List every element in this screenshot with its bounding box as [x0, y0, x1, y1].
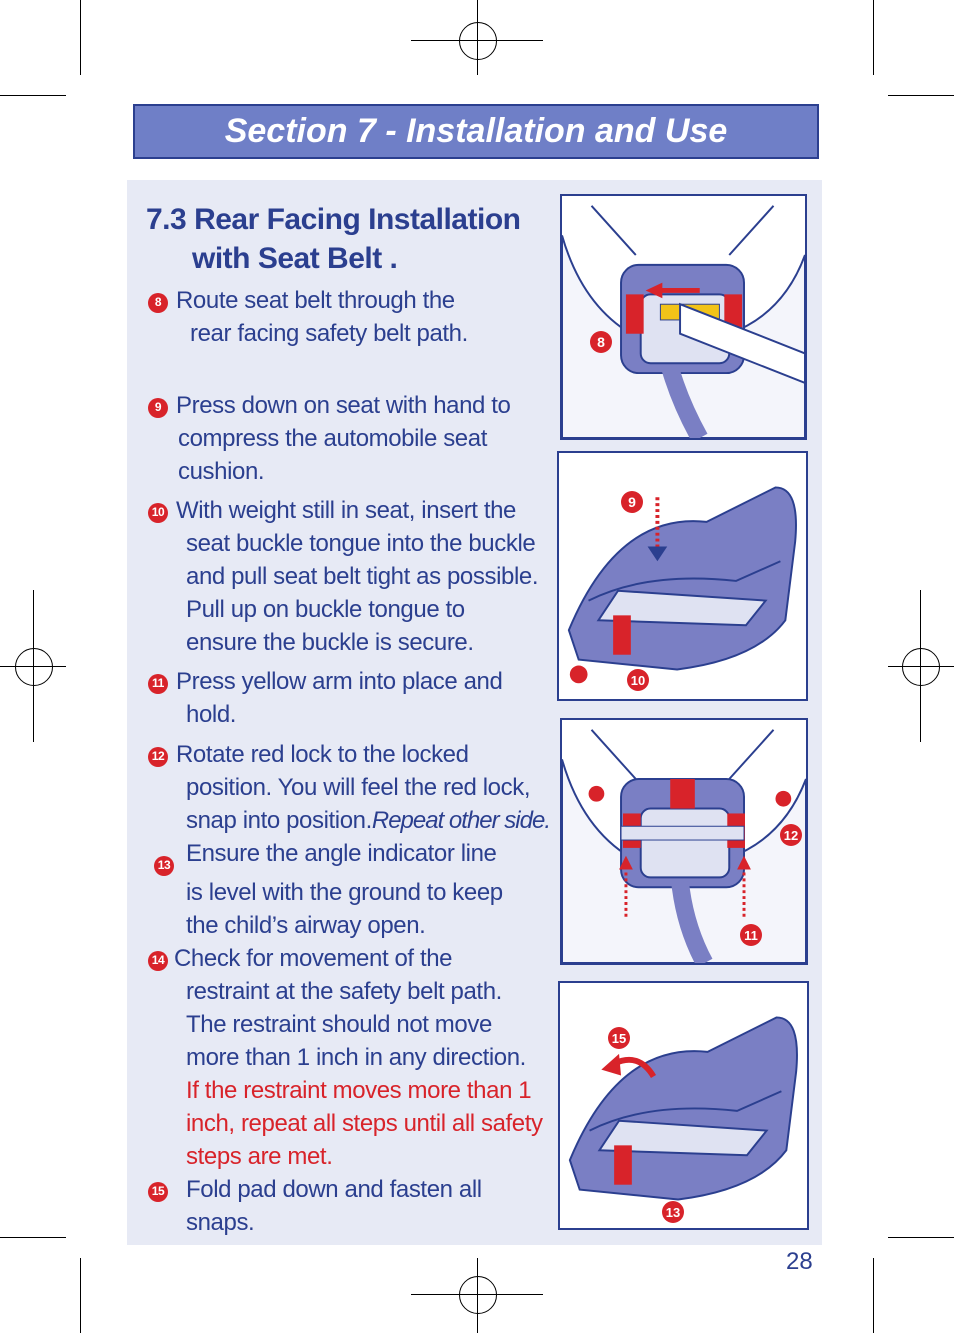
figure-label: 12: [780, 824, 802, 846]
car-seat-illustration: [562, 196, 805, 438]
subsection-heading-line2: with Seat Belt .: [192, 242, 398, 275]
step-9: 9 Press down on seat with hand to compress the automobile seat cushion.: [148, 389, 510, 488]
warning-line: If the restraint moves more than 1: [186, 1077, 532, 1104]
step-number-badge: 13: [154, 856, 174, 876]
crop-mark: [873, 0, 874, 75]
crop-mark: [873, 1258, 874, 1333]
crop-mark: [888, 1237, 954, 1238]
registration-circle: [459, 1276, 497, 1314]
section-title: Section 7 - Installation and Use: [224, 112, 728, 150]
figure-press-seat: [557, 451, 808, 701]
warning-line: inch, repeat all steps until all safety: [186, 1110, 543, 1137]
crop-mark: [80, 0, 81, 75]
figure-lock-arm: [560, 718, 808, 965]
figure-route-belt: [560, 194, 807, 440]
crop-mark: [888, 95, 954, 96]
step-15: 15 Fold pad down and fasten all snaps.: [148, 1173, 482, 1239]
subsection-title-line1: Rear Facing Installation: [194, 203, 521, 236]
crop-mark: [0, 1237, 66, 1238]
car-seat-illustration: [559, 453, 806, 699]
step-10: 10 With weight still in seat, insert the seat buckle tongue into the buckle and pull seat belt tight as possible. Pull up on buckle tongue to ensure the buckle is secure.: [148, 494, 538, 659]
step-number-badge: 10: [148, 503, 168, 523]
subsection-number: 7.3: [146, 203, 187, 236]
repeat-other-side-note: Repeat other side.: [371, 807, 550, 834]
step-number-badge: 11: [148, 674, 168, 694]
figure-label: 8: [590, 331, 612, 353]
figure-fold-pad: [558, 981, 809, 1230]
registration-circle: [459, 22, 497, 60]
figure-label: 13: [662, 1201, 684, 1223]
step-number-badge: 15: [148, 1182, 168, 1202]
step-11: 11 Press yellow arm into place and hold.: [148, 665, 502, 731]
crop-mark: [0, 95, 66, 96]
page-number: 28: [786, 1248, 813, 1275]
car-seat-illustration: [560, 983, 807, 1228]
figure-label: 11: [740, 924, 762, 946]
step-14: 14 Check for movement of the restraint at the safety belt path. The restraint should not move more than 1 inch in any direction. If the restraint moves more than 1 inch, repeat all steps until all safety steps are met.: [148, 942, 543, 1173]
crop-mark: [80, 1258, 81, 1333]
step-number-badge: 8: [148, 293, 168, 313]
warning-line: steps are met.: [186, 1143, 333, 1170]
step-number-badge: 9: [148, 398, 168, 418]
figure-label: 10: [627, 669, 649, 691]
step-12: 12 Rotate red lock to the locked position. You will feel the red lock, snap into position.Repeat other side.: [148, 738, 550, 837]
step-number-badge: 12: [148, 747, 168, 767]
registration-circle: [902, 648, 940, 686]
car-seat-illustration: [562, 720, 806, 963]
registration-circle: [15, 648, 53, 686]
step-number-badge: 14: [148, 951, 168, 971]
figure-label: 9: [621, 491, 643, 513]
subsection-heading: [146, 203, 520, 237]
step-8: 8 Route seat belt through the rear facing safety belt path.: [148, 284, 468, 350]
step-13: 13 Ensure the angle indicator line is level with the ground to keep the child’s airway open.: [154, 837, 503, 942]
figure-label: 15: [608, 1027, 630, 1049]
section-title-bar: [133, 104, 819, 159]
